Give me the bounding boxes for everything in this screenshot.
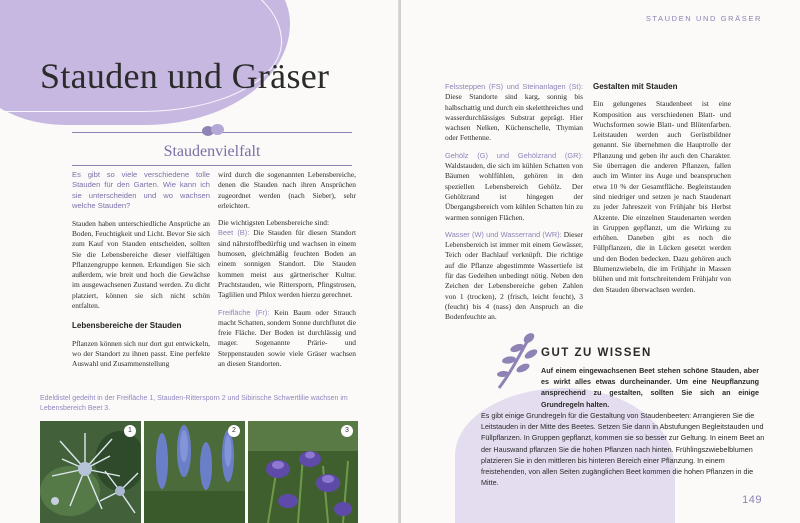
term-wasser: Wasser (W) und Wasserrand (WR):	[445, 229, 562, 239]
left-page	[0, 0, 399, 523]
term-text: Kein Baum oder Strauch macht Schatten, sondern Sonne durchflutet die freie Fläche. Der Boden ist durchlässig und mager. Sogenannte Prärie- und Steppenstauden sowie viele Gräser wachsen an diesen Standorten.	[218, 307, 356, 369]
right-page	[401, 0, 800, 523]
right-column-2	[593, 82, 731, 302]
photo-edeldistel	[40, 421, 141, 523]
leaf-branch-icon	[491, 330, 541, 390]
subheading: Gestalten mit Stauden	[593, 82, 678, 91]
tip-lead: Auf einem eingewachsenen Beet stehen schöne Stauden, aber es wirkt alles etwas durcheinander. Um eine Neupflanzung ansprechend zu gestalten, sollten Sie sich an einige Grundregeln halten.	[541, 366, 759, 409]
tip-title: GUT ZU WISSEN	[541, 347, 652, 359]
tip-body: Es gibt einige Grundregeln für die Gestaltung von Staudenbeeten: Arrangieren Sie die Leitstauden in der Mitte des Beetes. Setzen Sie dann in Abstufungen Begleitstauden und Füllpflanzen. In Gruppen gepflanzt, kommen sie so besser zur Geltung. In einem Beet an der Hauswand pflanzen Sie die hohen Pflanzen nach hinten. Frühlingszwiebelblumen platzieren Sie in den mittleren bis hinteren Bereich einer Pflanzung. In einem freistehenden, von allen Seiten zugänglichen Beet kommen die hohen Pflanzen in die Mitte.	[481, 411, 765, 488]
paragraph: Pflanzen können sich nur dort gut entwickeln, wo der Standort zu ihnen passt. Eine perfekte Auswahl und Zusammenstellung	[72, 338, 210, 369]
subheading: Lebensbereiche der Stauden	[72, 321, 182, 331]
section-title: Staudenvielfalt	[163, 143, 261, 160]
right-column-1	[445, 82, 583, 330]
term-beet: Beet (B):	[218, 228, 250, 238]
page-number: 149	[742, 494, 762, 506]
photo-rittersporn	[144, 421, 245, 523]
term-gehoelz: Gehölz (G) und Gehölzrand (GR):	[445, 150, 583, 160]
term-text: Dieser Lebensbereich ist immer mit einem Gewässer, Teich oder Bachlauf verknüpft. Die richtige auf die Pflanze abgestimmte Wassertiefe ist für das Gedeihen unbedingt nötig. Neben den Zeichen der Lebensbereiche geben Zahlen von 1 (trocken), 2 (frisch, leicht feucht), 3 (feucht) bis 4 (nass) den Anspruch an die Bodenfeuchte an.	[445, 229, 583, 322]
photo-number-badge: 3	[341, 425, 353, 437]
photo-caption: Edeldistel gedeiht in der Freifläche 1, Stauden-Rittersporn 2 und Sibirische Schwertlilie wachsen im Lebensbereich Beet 3.	[40, 395, 348, 412]
running-header: STAUDEN UND GRÄSER	[645, 14, 762, 23]
term-freiflaeche: Freifläche (Fr):	[218, 307, 270, 317]
paragraph: Stauden haben unterschiedliche Ansprüche an Boden, Feuchtigkeit und Licht. Bevor Sie sich zum Kauf von Stauden entscheiden, sollten Sie die Lebensbereiche dieser vielfältigen Pflanzengruppe kennen. Erkundigen Sie sich außerdem, wie breit und hoch die Gewächse im ausgewachsenen Zustand werden. Zu dicht platziert, können sie sich nicht schön entfalten.	[72, 218, 210, 310]
photo-schwertlilie	[248, 421, 358, 523]
chapter-title: Stauden und Gräser	[40, 56, 330, 96]
left-column-1	[72, 170, 210, 376]
term-text: Waldstauden, die sich im kühlen Schatten von Bäumen wohlfühlen, gehören in den speziellen Lebensbereich Gehölz. Der Gehölzrand ist hingegen der Übergangsbereich vom kühlen Schatten hin zu warmen sonnigen Flächen.	[445, 161, 583, 222]
paragraph: Ein gelungenes Staudenbeet ist eine Komposition aus verschiedenen Blatt- und Wuchsformen sowie Blatt- und Blütenfarben. Leitstauden werden auch Gerüstbildner genannt. Sie übernehmen die Hauptrolle der Pflanzung und geben ihr auch den Charakter. Sie überragen die anderen Pflanzen, fallen auch im Winter ins Auge und beanspruchen etwa 10 % der Gesamtfläche. Begleitstauden sind niedriger und setzen je nach Staudenart zu jeder Jahreszeit von Frühjahr bis Herbst Akzente. Die einzelnen Staudenarten werden in Gruppen gepflanzt, um die Wirkung zu erhöhen. Daneben gibt es noch die Füllpflanzen, die in Lücken gesetzt werden und den Boden bedecken. Dazu gehören auch Blumenzwiebeln, die im Frühjahr in Massen blühen und mit fortschreitendem Frühjahr von den Stauden überwachsen werden.	[593, 99, 731, 294]
term-text: Diese Standorte sind karg, sonnig bis halbschattig und durch ein skeletthreiches und wasserdurchlässiges Substrat geprägt. Hier wachsen Nelken, Küchenschelle, Thymian oder Fetthenne.	[445, 92, 583, 143]
term-text: Die Stauden für diesen Standort sind nährstoffbedürftig und wachsen in einem humosen, gleichmäßig feuchten Boden an einem sonnigen Standort. Die Stauden kommen meist aus gärtnerischer Kultur. Prachtstauden, wie Rittersporn, Pfingstrosen, Taglilien und Phlox werden hierzu gerechnet.	[218, 228, 356, 300]
left-column-2	[218, 170, 356, 376]
photo-number-badge: 2	[228, 425, 240, 437]
paragraph: Die wichtigsten Lebensbereiche sind:	[218, 218, 330, 228]
paragraph: wird durch die sogenannten Lebensbereiche, denen die Stauden nach ihren Ansprüchen zugeordnet werden (nach Sieber), sehr erleichtert.	[218, 170, 356, 210]
divider-bottom	[72, 165, 352, 166]
speech-bubbles-icon	[202, 124, 226, 140]
intro-text: Es gibt so viele verschiedene tolle Stauden für den Garten. Wie kann ich sie unterscheiden und wo wachsen welche Stauden?	[72, 170, 210, 211]
photo-number-badge: 1	[124, 425, 136, 437]
term-felssteppen: Felssteppen (FS) und Steinanlagen (St):	[445, 82, 583, 91]
